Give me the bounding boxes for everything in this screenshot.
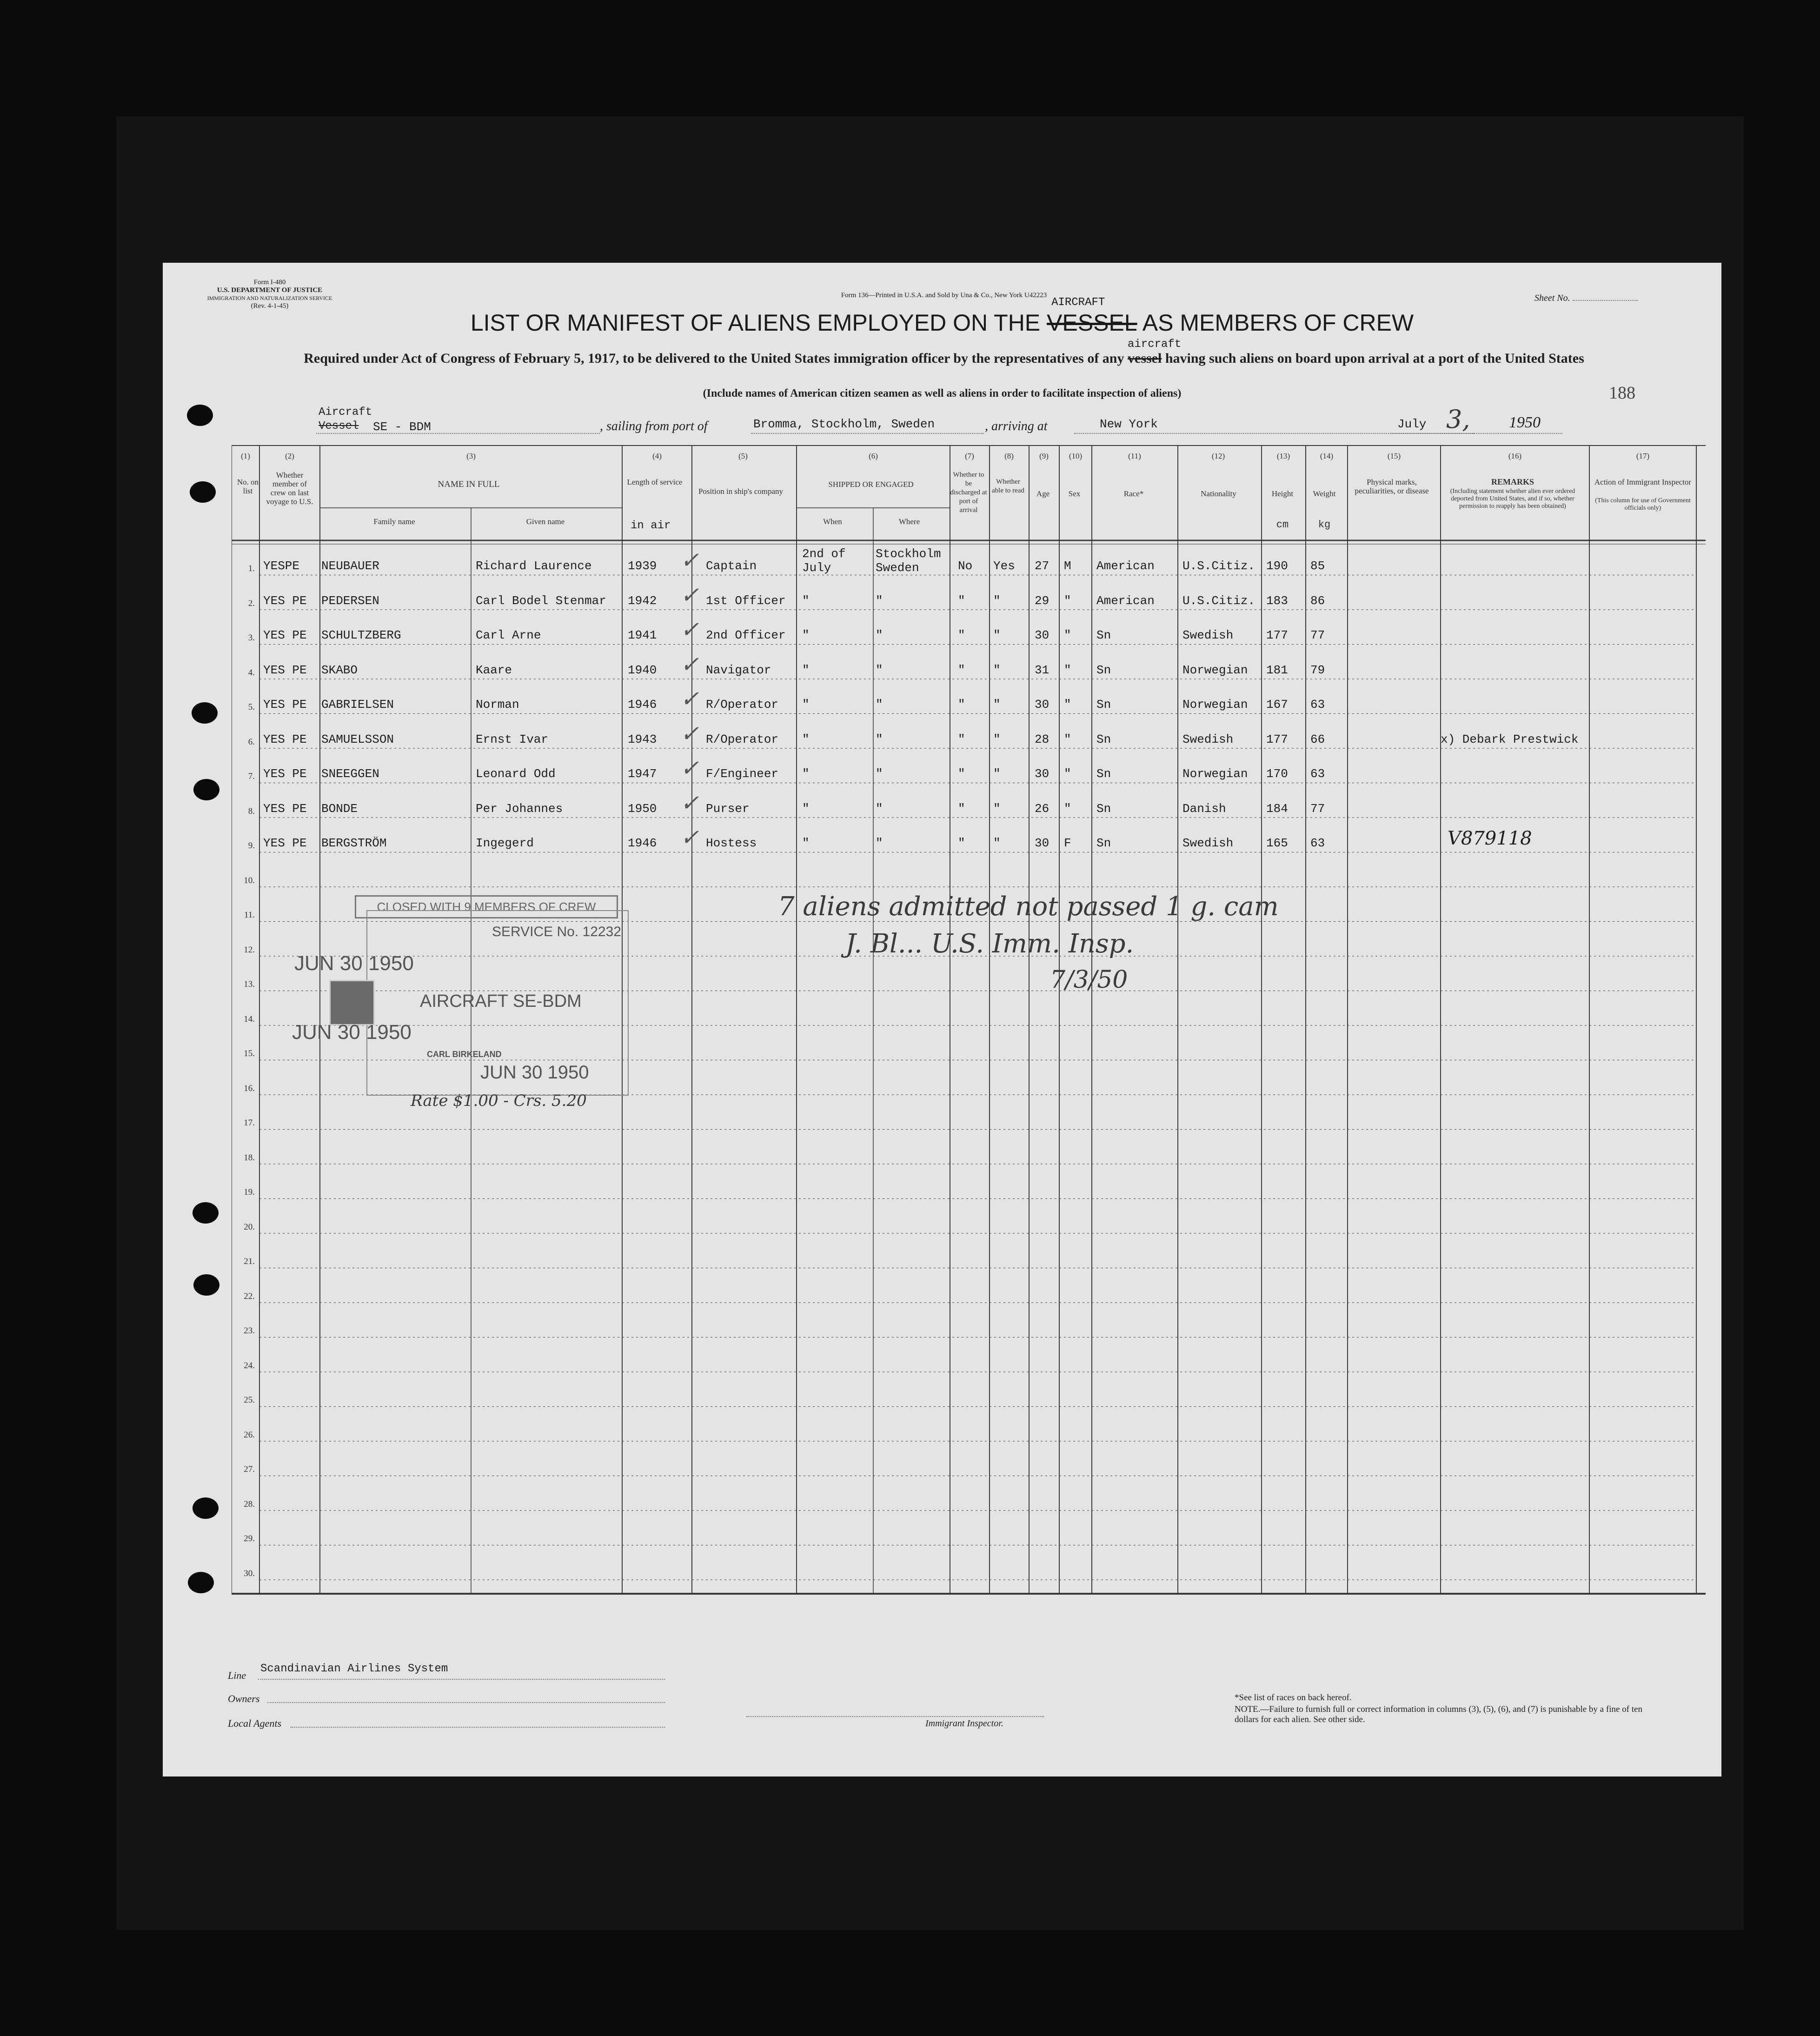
arrival-port: New York xyxy=(1100,417,1158,431)
port-line xyxy=(751,433,983,434)
row-number: 13. xyxy=(244,979,255,989)
date-stamp-2: JUN 30 1950 xyxy=(292,1021,412,1044)
date-stamp-3: JUN 30 1950 xyxy=(480,1062,589,1083)
punch-hole xyxy=(193,1497,219,1519)
cell-position: Captain xyxy=(706,559,757,573)
cell-weight: 86 xyxy=(1310,593,1325,608)
cell-age: 27 xyxy=(1035,559,1049,573)
cell-disch: " xyxy=(958,698,965,712)
row-number: 4. xyxy=(248,667,255,678)
column-number: (16) xyxy=(1508,452,1522,460)
column-number: (2) xyxy=(285,452,294,460)
cell-race: American xyxy=(1096,593,1155,608)
cell-sex: " xyxy=(1064,801,1071,816)
row-number: 22. xyxy=(244,1291,255,1301)
page-title: LIST OR MANIFEST OF ALIENS EMPLOYED ON THE AIRCRAFT VESSEL AS MEMBERS OF CREW xyxy=(470,296,1414,336)
row-number: 11. xyxy=(244,910,255,920)
cell-given: Leonard Odd xyxy=(476,767,556,781)
cell-race: Sn xyxy=(1096,663,1111,677)
cell-read: " xyxy=(993,732,1001,746)
cell-position: Hostess xyxy=(706,836,757,850)
cell-height: 184 xyxy=(1266,801,1288,816)
col-inspector-note: (This column for use of Government officials only) xyxy=(1595,497,1691,512)
col-shipped-or-engaged: SHIPPED OR ENGAGED xyxy=(828,480,914,489)
port-of-departure: Bromma, Stockholm, Sweden xyxy=(753,417,935,431)
cell-given: Norman xyxy=(476,698,519,712)
column-number: (10) xyxy=(1069,452,1083,460)
cell-disch: " xyxy=(958,593,965,608)
row-number: 8. xyxy=(248,806,255,816)
cell-read: " xyxy=(993,698,1001,712)
footer-owners-label: Owners xyxy=(228,1693,260,1704)
cell-age: 30 xyxy=(1035,767,1049,781)
cell-where: " xyxy=(876,801,883,816)
cell-family: SNEEGGEN xyxy=(321,767,379,781)
row-number: 29. xyxy=(244,1534,255,1544)
cell-sex: " xyxy=(1064,698,1071,712)
row-number: 16. xyxy=(244,1083,255,1093)
cell-sex: " xyxy=(1064,628,1071,642)
cell-read: " xyxy=(993,663,1001,677)
cell-weight: 66 xyxy=(1310,732,1325,746)
row-number: 24. xyxy=(244,1360,255,1371)
punch-hole xyxy=(193,1274,219,1296)
cell-read: Yes xyxy=(993,559,1015,573)
cell-weight: 77 xyxy=(1310,628,1325,642)
col-family-name: Family name xyxy=(373,517,415,526)
punch-hole xyxy=(190,481,216,503)
cell-family: NEUBAUER xyxy=(321,559,379,573)
cell-nat: Danish xyxy=(1182,801,1226,816)
row-number: 17. xyxy=(244,1118,255,1128)
cell-position: R/Operator xyxy=(706,698,779,712)
cell-when: " xyxy=(802,593,810,608)
date-year: 1950 xyxy=(1509,414,1541,431)
col-where: Where xyxy=(898,517,920,526)
cell-family: GABRIELSEN xyxy=(321,698,394,712)
col-able-to-read: Whether able to read xyxy=(992,478,1024,494)
inspector-handwriting-1: 7 aliens admitted not passed 1 g. cam xyxy=(778,892,1279,922)
cell-service: 1946 xyxy=(628,698,657,712)
cell-where: " xyxy=(876,836,883,850)
check-mark-icon: ✓ xyxy=(680,584,699,610)
cell-disch: " xyxy=(958,836,965,850)
cell-sex: M xyxy=(1064,559,1071,573)
col-when: When xyxy=(823,517,842,526)
punch-hole xyxy=(188,1572,214,1593)
cell-read: " xyxy=(993,628,1001,642)
col-age: Age xyxy=(1036,489,1050,498)
col-height: Height xyxy=(1271,489,1294,498)
column-number: (11) xyxy=(1128,452,1141,460)
col-inspector-action: Action of Immigrant Inspector xyxy=(1594,478,1692,486)
date-line xyxy=(1390,433,1562,434)
cell-nat: Swedish xyxy=(1182,836,1234,850)
col-remarks-note: (Including statement whether alien ever ordered deported from United States, and if so, whether permission to reapply has been obtained) xyxy=(1450,488,1575,510)
cell-race: Sn xyxy=(1096,836,1111,850)
row-number: 20. xyxy=(244,1222,255,1232)
column-number: (8) xyxy=(1004,452,1014,460)
check-mark-icon: ✓ xyxy=(680,758,699,783)
col-height-unit: cm xyxy=(1276,519,1289,531)
column-number: (17) xyxy=(1636,452,1650,460)
col-weight: Weight xyxy=(1313,489,1336,498)
cell-service: 1946 xyxy=(628,836,657,850)
cell-position: 1st Officer xyxy=(706,593,786,608)
col-discharged: Whether to be discharged at port of arrival xyxy=(950,471,987,514)
date-day: 3, xyxy=(1446,405,1470,434)
row-number: 1. xyxy=(248,564,255,573)
cell-prev: YES PE xyxy=(263,767,307,781)
row-number: 26. xyxy=(244,1430,255,1440)
cell-given: Carl Bodel Stenmar xyxy=(476,593,606,608)
check-mark-icon: ✓ xyxy=(680,688,699,713)
cell-service: 1950 xyxy=(628,801,657,816)
cell-sex: F xyxy=(1064,836,1071,850)
date-month: July xyxy=(1397,417,1427,431)
cell-prev: YES PE xyxy=(263,628,307,642)
cell-position: Navigator xyxy=(706,663,771,677)
cell-family: PEDERSEN xyxy=(321,593,379,608)
row-number: 25. xyxy=(244,1395,255,1405)
column-number: (9) xyxy=(1039,452,1049,460)
cell-service: 1939 xyxy=(628,559,657,573)
date-stamp-1: JUN 30 1950 xyxy=(294,952,414,975)
cell-service: 1947 xyxy=(628,767,657,781)
cell-weight: 79 xyxy=(1310,663,1325,677)
footer-line-value: Scandinavian Airlines System xyxy=(260,1663,448,1675)
row-number: 18. xyxy=(244,1152,255,1163)
cell-race: American xyxy=(1096,559,1155,573)
row-number: 27. xyxy=(244,1464,255,1474)
column-number: (6) xyxy=(869,452,878,460)
check-mark-icon: ✓ xyxy=(680,653,699,679)
cell-nat: Norwegian xyxy=(1182,663,1248,677)
column-number: (4) xyxy=(652,452,662,460)
cell-height: 183 xyxy=(1266,593,1288,608)
cell-where: " xyxy=(876,698,883,712)
cell-prev: YES PE xyxy=(263,698,307,712)
cell-disch: " xyxy=(958,767,965,781)
include-note: (Include names of American citizen seamen as well as aliens in order to facilitate inspection of aliens) xyxy=(703,387,1182,399)
title-insert: AIRCRAFT xyxy=(1051,296,1105,309)
cell-race: Sn xyxy=(1096,801,1111,816)
cell-remarks: V879118 xyxy=(1448,828,1532,849)
cell-read: " xyxy=(993,593,1001,608)
printer-line: Form 136—Printed in U.S.A. and Sold by Una & Co., New York U42223 xyxy=(841,292,1047,299)
cell-remarks: x) Debark Prestwick xyxy=(1441,732,1579,746)
crew-table xyxy=(232,445,1707,1638)
col-length-in-air: in air xyxy=(631,519,671,532)
arriving-label: , arriving at xyxy=(985,419,1048,433)
column-number: (13) xyxy=(1276,452,1290,460)
inspector-handwriting-2: J. Bl... U.S. Imm. Insp. xyxy=(845,929,1134,959)
footer-line-label: Line xyxy=(228,1670,246,1681)
cell-height: 170 xyxy=(1266,767,1288,781)
cell-nat: U.S.Citiz. xyxy=(1182,559,1255,573)
cell-when: " xyxy=(802,801,810,816)
cell-given: Per Johannes xyxy=(476,801,563,816)
cell-where: " xyxy=(876,732,883,746)
col-given-name: Given name xyxy=(526,517,565,526)
cell-family: SKABO xyxy=(321,663,358,677)
column-number: (15) xyxy=(1387,452,1401,460)
cell-where: " xyxy=(876,663,883,677)
cell-position: R/Operator xyxy=(706,732,779,746)
column-number: (7) xyxy=(965,452,974,460)
cell-height: 181 xyxy=(1266,663,1288,677)
cell-weight: 63 xyxy=(1310,767,1325,781)
column-number: (1) xyxy=(241,452,250,460)
cell-position: F/Engineer xyxy=(706,767,779,781)
cell-weight: 77 xyxy=(1310,801,1325,816)
column-number: (12) xyxy=(1211,452,1225,460)
cell-age: 26 xyxy=(1035,801,1049,816)
cell-prev: YES PE xyxy=(263,663,307,677)
cell-race: Sn xyxy=(1096,628,1111,642)
cell-when: " xyxy=(802,628,810,642)
cell-age: 30 xyxy=(1035,698,1049,712)
cell-height: 177 xyxy=(1266,628,1288,642)
cell-service: 1940 xyxy=(628,663,657,677)
punch-hole xyxy=(192,702,218,724)
cell-disch: " xyxy=(958,663,965,677)
row-number: 30. xyxy=(244,1568,255,1578)
col-weight-unit: kg xyxy=(1318,519,1331,531)
footer-agents-label: Local Agents xyxy=(228,1717,282,1729)
requirement-text: Required under Act of Congress of February 5, 1917, to be delivered to the United States immigration officer by the representatives of any aircraft vessel having such aliens on board upon arrival at a port of the United States xyxy=(304,338,1584,366)
revenue-stamp xyxy=(329,980,375,1025)
col-position: Position in ship's company xyxy=(698,487,784,496)
row-number: 19. xyxy=(244,1187,255,1197)
cell-family: BERGSTRÖM xyxy=(321,836,387,850)
column-number: (3) xyxy=(466,452,476,460)
cell-disch: " xyxy=(958,628,965,642)
cell-sex: " xyxy=(1064,732,1071,746)
check-mark-icon: ✓ xyxy=(680,723,699,748)
row-number: 15. xyxy=(244,1049,255,1058)
manifest-sheet xyxy=(163,263,1721,1777)
row-number: 7. xyxy=(248,772,255,781)
cell-age: 28 xyxy=(1035,732,1049,746)
cell-height: 190 xyxy=(1266,559,1288,573)
cell-height: 177 xyxy=(1266,732,1288,746)
cell-race: Sn xyxy=(1096,698,1111,712)
vessel-label-struck: Vessel xyxy=(319,420,359,432)
punch-hole xyxy=(193,779,219,800)
aircraft-label: Aircraft xyxy=(319,406,372,419)
cell-when: " xyxy=(802,732,810,746)
cell-where: Stockholm Sweden xyxy=(876,547,941,575)
service-number: SERVICE No. 12232 xyxy=(492,924,621,939)
cell-family: BONDE xyxy=(321,801,358,816)
row-number: 6. xyxy=(248,737,255,747)
footer-line-rule xyxy=(258,1679,665,1680)
check-mark-icon: ✓ xyxy=(680,827,699,852)
cell-family: SCHULTZBERG xyxy=(321,628,401,642)
cell-position: 2nd Officer xyxy=(706,628,786,642)
column-number: (14) xyxy=(1320,452,1334,460)
cell-sex: " xyxy=(1064,767,1071,781)
cell-sex: " xyxy=(1064,593,1071,608)
cell-where: " xyxy=(876,628,883,642)
inspector-handwriting-3: 7/3/50 xyxy=(1050,966,1128,994)
row-number: 23. xyxy=(244,1326,255,1336)
cell-position: Purser xyxy=(706,801,750,816)
row-number: 5. xyxy=(248,702,255,712)
sailing-label: , sailing from port of xyxy=(600,419,708,433)
cell-when: " xyxy=(802,767,810,781)
cell-disch: No xyxy=(958,559,973,573)
cell-nat: Swedish xyxy=(1182,628,1234,642)
cell-disch: " xyxy=(958,801,965,816)
col-length-of-service: Length of service xyxy=(627,478,683,486)
cell-disch: " xyxy=(958,732,965,746)
form-id-block: Form I-480 U.S. DEPARTMENT OF JUSTICE IMMIGRATION AND NATURALIZATION SERVICE (Rev. 4-1-45) xyxy=(207,279,332,310)
cell-prev: YES PE xyxy=(263,732,307,746)
cell-age: 30 xyxy=(1035,836,1049,850)
col-race: Race* xyxy=(1123,489,1144,498)
cell-when: " xyxy=(802,698,810,712)
column-number: (5) xyxy=(738,452,748,460)
cell-prev: YESPE xyxy=(263,559,300,573)
cell-service: 1941 xyxy=(628,628,657,642)
row-number: 9. xyxy=(248,841,255,851)
cell-given: Carl Arne xyxy=(476,628,541,642)
cell-where: " xyxy=(876,767,883,781)
closed-with-stamp: CLOSED WITH 9 MEMBERS OF CREW xyxy=(355,895,618,918)
punch-hole xyxy=(193,1202,219,1224)
col-physical-marks: Physical marks, peculiarities, or disease xyxy=(1355,478,1429,495)
punch-hole xyxy=(187,405,213,426)
row-number: 3. xyxy=(248,633,255,643)
cell-service: 1942 xyxy=(628,593,657,608)
cell-age: 29 xyxy=(1035,593,1049,608)
col-nationality: Nationality xyxy=(1201,489,1236,498)
rate-note: Rate $1.00 - Crs. 5.20 xyxy=(411,1091,587,1110)
cell-when: " xyxy=(802,836,810,850)
row-number: 28. xyxy=(244,1499,255,1509)
row-number: 10. xyxy=(244,875,255,885)
cell-race: Sn xyxy=(1096,767,1111,781)
row-number: 21. xyxy=(244,1257,255,1266)
check-mark-icon: ✓ xyxy=(680,550,699,575)
cell-sex: " xyxy=(1064,663,1071,677)
page-number: 188 xyxy=(1609,383,1635,403)
row-number: 12. xyxy=(244,945,255,955)
cell-race: Sn xyxy=(1096,732,1111,746)
cell-prev: YES PE xyxy=(263,801,307,816)
sheet-number: Sheet No. xyxy=(1534,293,1638,304)
cell-where: " xyxy=(876,593,883,608)
cell-height: 167 xyxy=(1266,698,1288,712)
footer-owners-rule xyxy=(267,1702,665,1703)
row-number: 14. xyxy=(244,1014,255,1024)
fine-note: NOTE.—Failure to furnish full or correct information in columns (3), (5), (6), and (7) is punishable by a fine of ten dollars for each alien. See other side. xyxy=(1235,1704,1642,1724)
cell-nat: U.S.Citiz. xyxy=(1182,593,1255,608)
col-name-in-full: NAME IN FULL xyxy=(438,479,500,489)
cell-prev: YES PE xyxy=(263,593,307,608)
row-number: 2. xyxy=(248,598,255,608)
signer-name: CARL BIRKELAND xyxy=(427,1050,502,1059)
cell-prev: YES PE xyxy=(263,836,307,850)
cell-read: " xyxy=(993,767,1001,781)
inspector-signature-line xyxy=(746,1716,1044,1717)
cell-nat: Norwegian xyxy=(1182,698,1248,712)
cell-read: " xyxy=(993,801,1001,816)
cell-when: 2nd of July xyxy=(802,547,846,575)
cell-weight: 85 xyxy=(1310,559,1325,573)
cell-service: 1943 xyxy=(628,732,657,746)
footer-agents-rule xyxy=(291,1727,665,1728)
inspector-label: Immigrant Inspector. xyxy=(925,1718,1003,1729)
aircraft-stamp: AIRCRAFT SE-BDM xyxy=(420,991,582,1011)
col-prev-voyage: Whether member of crew on last voyage to U.S. xyxy=(266,471,313,506)
cell-given: Kaare xyxy=(476,663,512,677)
cell-given: Ingegerd xyxy=(476,836,534,850)
cell-weight: 63 xyxy=(1310,836,1325,850)
cell-when: " xyxy=(802,663,810,677)
cell-height: 165 xyxy=(1266,836,1288,850)
cell-nat: Norwegian xyxy=(1182,767,1248,781)
cell-weight: 63 xyxy=(1310,698,1325,712)
col-sex: Sex xyxy=(1068,489,1081,498)
cell-given: Ernst Ivar xyxy=(476,732,549,746)
cell-family: SAMUELSSON xyxy=(321,732,394,746)
cell-given: Richard Laurence xyxy=(476,559,592,573)
cell-age: 31 xyxy=(1035,663,1049,677)
col-no-on-list: No. on list xyxy=(237,478,259,495)
cell-nat: Swedish xyxy=(1182,732,1234,746)
races-note: *See list of races on back hereof. xyxy=(1235,1693,1352,1703)
cell-age: 30 xyxy=(1035,628,1049,642)
check-mark-icon: ✓ xyxy=(680,792,699,818)
check-mark-icon: ✓ xyxy=(680,619,699,644)
col-remarks: REMARKS xyxy=(1491,477,1534,486)
cell-read: " xyxy=(993,836,1001,850)
craft-id: SE - BDM xyxy=(373,420,431,434)
